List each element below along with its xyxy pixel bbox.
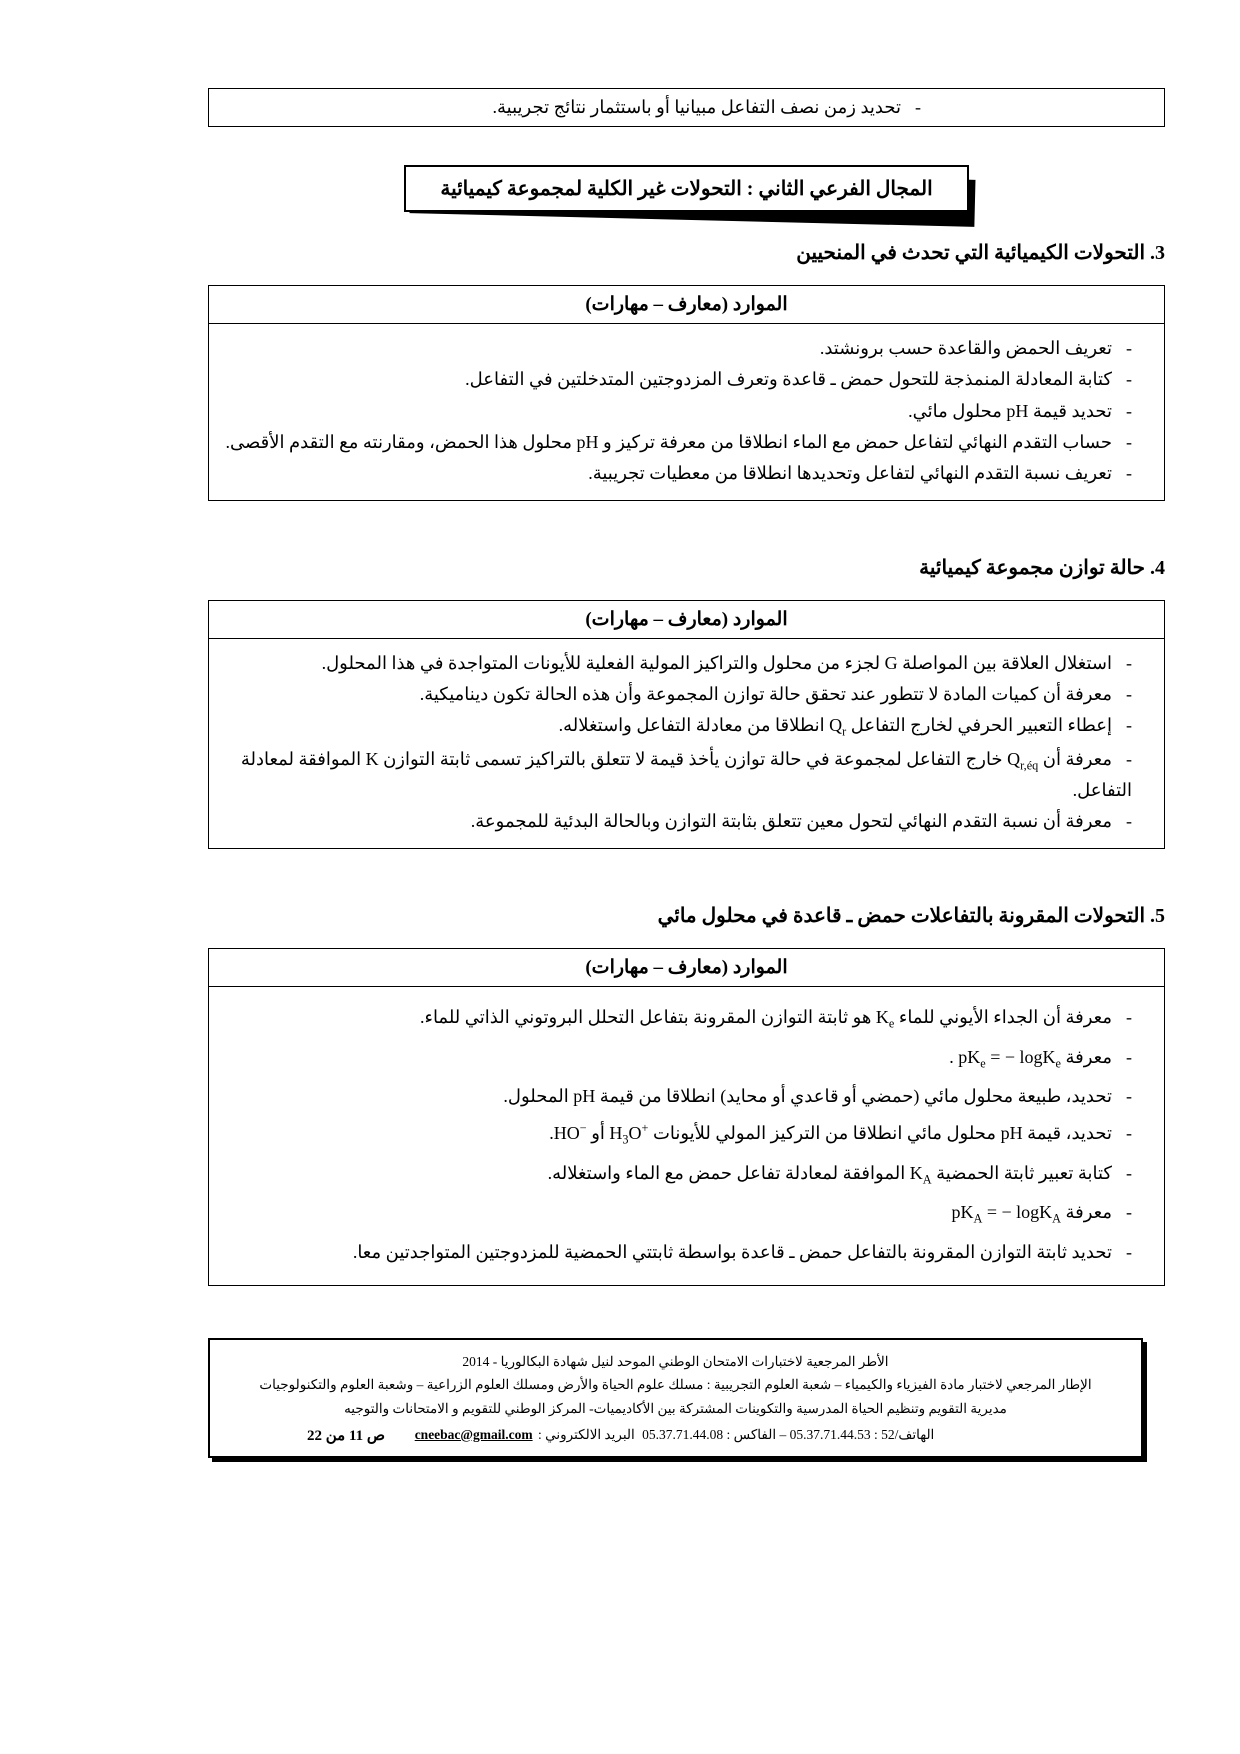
footer-line-3: مديرية التقويم وتنظيم الحياة المدرسية والتكوينات المشتركة بين الأكاديميات- المركز الوطني للتقويم و الامتحانات والتوجيه [344, 1400, 1007, 1416]
text-run: الموافقة لمعادلة التفاعل. [240, 748, 1132, 801]
text-run: محلول مائي. [908, 400, 1007, 421]
dash-bullet: - [1126, 1046, 1132, 1067]
footer-line-2: الإطار المرجعي لاختبار مادة الفيزياء والكيمياء – شعبة العلوم التجريبية : مسلك علوم الحياة والأرض ومسلك العلوم الزراعية – وشعبة العلوم والتكنولوجيات [259, 1377, 1092, 1393]
continued-table-box [208, 88, 1165, 127]
banner-title: المجال الفرعي الثاني : التحولات غير الكلية لمجموعة كيميائية [404, 165, 969, 212]
email-link[interactable]: cneebac@gmail.com [414, 1426, 533, 1442]
email-label: البريد الالكتروني : [537, 1426, 635, 1442]
skills-list [215, 334, 1160, 488]
dash-bullet: - [1126, 684, 1132, 705]
footer-contact-line [222, 1423, 1129, 1447]
section-4-heading: 4. حالة توازن مجموعة كيميائية [919, 556, 1165, 579]
dash-bullet: - [1126, 1202, 1132, 1223]
text-run: خارج التفاعل لمجموعة في حالة توازن يأخذ قيمة لا تتعلق بالتراكيز تسمى ثابتة التوازن [378, 748, 1008, 769]
formula: pH [1000, 1123, 1023, 1144]
text-run: كتابة المعادلة المنمذجة للتحول حمض ـ قاعدة وتعرف المزدوجتين المتدخلتين في التفاعل. [465, 369, 1112, 390]
resources-table-3 [208, 285, 1165, 501]
resources-table-5 [208, 948, 1165, 1285]
skill-item [223, 1238, 1132, 1267]
skill-item [223, 365, 1132, 394]
dash-bullet: - [1126, 748, 1132, 769]
text-run: معرفة أن [1038, 748, 1112, 769]
section-5 [208, 903, 1165, 1285]
dash-bullet: - [1126, 811, 1132, 832]
table-header: الموارد (معارف – مهارات) [209, 600, 1165, 638]
skill-item [223, 649, 1132, 678]
text-run: محلول مائي انطلاقا من التركيز المولي للأيونات [648, 1123, 1001, 1144]
text-run: . [949, 1046, 959, 1067]
formula: pH [576, 431, 599, 452]
text-run: المحلول. [503, 1086, 574, 1107]
table-body [209, 324, 1165, 501]
subdomain-banner [404, 165, 969, 212]
formula: $K_e$ [875, 1007, 895, 1031]
section-5-heading: 5. التحولات المقرونة بالتفاعلات حمض ـ قاعدة في محلول مائي [657, 905, 1165, 928]
footer-line-1: الأطر المرجعية لاختبارات الامتحان الوطني الموحد لنيل شهادة البكالوريا - 2014 [462, 1353, 889, 1369]
formula: $Q_r$ [829, 715, 847, 739]
text-run: معرفة أن الجداء الأيوني للماء [894, 1007, 1112, 1028]
dash-bullet: - [1126, 1162, 1132, 1183]
formula: $Q_{r,éq}$ [1007, 748, 1039, 773]
dash-bullet: - [1126, 462, 1132, 483]
dash-bullet: - [1126, 1123, 1132, 1144]
formula: $pK_e$ = − logK$_e$ [958, 1046, 1061, 1071]
formula: $H_3O^+$ [609, 1121, 649, 1147]
formula: HO− [553, 1121, 587, 1144]
text-run: أو [586, 1123, 610, 1144]
skills-list [215, 649, 1160, 836]
dash-bullet: - [1126, 400, 1132, 421]
skill-item [223, 1198, 1132, 1229]
text-run: انطلاقا من معادلة التفاعل واستغلاله. [558, 715, 830, 736]
text-run: معرفة [1060, 1046, 1112, 1067]
formula: K [365, 748, 379, 769]
text-run: محلول هذا الحمض، ومقارنته مع التقدم الأقصى. [225, 431, 577, 452]
text-run: معرفة أن كميات المادة لا تتطور عند تحقق حالة توازن المجموعة وأن هذه الحالة تكون ديناميكية. [419, 684, 1112, 705]
resources-table-4 [208, 600, 1165, 849]
section-3-heading: 3. التحولات الكيميائية التي تحدث في المنحيين [796, 242, 1165, 265]
dash-bullet: - [915, 97, 921, 117]
text-run: . [549, 1123, 554, 1144]
skill-item [223, 428, 1132, 457]
text-run: معرفة [1060, 1202, 1112, 1223]
skill-item [223, 1043, 1132, 1074]
skill-item [223, 334, 1132, 363]
skills-list [215, 1003, 1160, 1266]
skill-item [223, 1119, 1132, 1150]
dash-bullet: - [1126, 1007, 1132, 1028]
text-run: تحديد، طبيعة محلول مائي (حمضي أو قاعدي أو محايد) انطلاقا من قيمة [595, 1086, 1112, 1107]
skill-item [223, 1003, 1132, 1034]
formula: pH [573, 1086, 596, 1107]
text-run: حساب التقدم النهائي لتفاعل حمض مع الماء انطلاقا من معرفة تركيز و [598, 431, 1112, 452]
text-run: معرفة أن نسبة التقدم النهائي لتحول معين تتعلق بثابتة التوازن وبالحالة البدئية للمجموعة. [470, 811, 1112, 832]
dash-bullet: - [1126, 1241, 1132, 1262]
section-3 [208, 240, 1165, 501]
dash-bullet: - [1126, 369, 1132, 390]
text-run: كتابة تعبير ثابتة الحمضية [931, 1162, 1112, 1183]
skill-item [223, 1159, 1132, 1190]
skill-item [223, 807, 1132, 836]
footer-box [208, 1338, 1143, 1458]
text-run: تحديد قيمة [1028, 400, 1112, 421]
phone-fax-text: الهاتف/52 : 05.37.71.44.53 – الفاكس : 05.37.71.44.08 [642, 1426, 935, 1442]
skill-item [223, 397, 1132, 426]
page-number: ص 11 من 22 [307, 1427, 386, 1444]
formula: G [884, 652, 898, 673]
section-4 [208, 555, 1165, 849]
text-run: تعريف الحمض والقاعدة حسب برونشتد. [819, 338, 1112, 359]
dash-bullet: - [1126, 715, 1132, 736]
list-item [217, 95, 1156, 120]
text-run: الموافقة لمعادلة تفاعل حمض مع الماء واستغلاله. [547, 1162, 910, 1183]
dash-bullet: - [1126, 1086, 1132, 1107]
contact-info [415, 1427, 937, 1442]
formula: $pK_A$ = − logK$_A$ [951, 1202, 1061, 1226]
page-content [208, 88, 1165, 1458]
dash-bullet: - [1126, 431, 1132, 452]
skill-item [223, 745, 1132, 806]
text-run: هو ثابتة التوازن المقرونة بتفاعل التحلل البروتوني الذاتي للماء. [419, 1007, 876, 1028]
skill-item [223, 680, 1132, 709]
text-run: استغلال العلاقة بين المواصلة [897, 652, 1112, 673]
skill-item [223, 459, 1132, 488]
skill-item [223, 1082, 1132, 1111]
text-run: تحديد ثابتة التوازن المقرونة بالتفاعل حمض ـ قاعدة بواسطة ثابتتي الحمضية للمزدوجتين المتواجدتين معا. [352, 1241, 1112, 1262]
table-header: الموارد (معارف – مهارات) [209, 286, 1165, 324]
formula: pH [1006, 400, 1029, 421]
skill-item [223, 711, 1132, 742]
table-header: الموارد (معارف – مهارات) [209, 949, 1165, 987]
text-run: إعطاء التعبير الحرفي لخارج التفاعل [846, 715, 1112, 736]
text-run: تعريف نسبة التقدم النهائي لتفاعل وتحديدها انطلاقا من معطيات تجريبية. [588, 462, 1112, 483]
text-run: لجزء من محلول والتراكيز المولية الفعلية للأيونات المتواجدة في هذا المحلول. [321, 652, 885, 673]
table-body [209, 638, 1165, 848]
table-body [209, 987, 1165, 1285]
item-text: تحديد زمن نصف التفاعل مبيانيا أو باستثمار نتائج تجريبية. [492, 97, 901, 117]
formula: $K_A$ [909, 1162, 932, 1187]
dash-bullet: - [1126, 338, 1132, 359]
dash-bullet: - [1126, 652, 1132, 673]
text-run: تحديد، قيمة [1022, 1123, 1112, 1144]
